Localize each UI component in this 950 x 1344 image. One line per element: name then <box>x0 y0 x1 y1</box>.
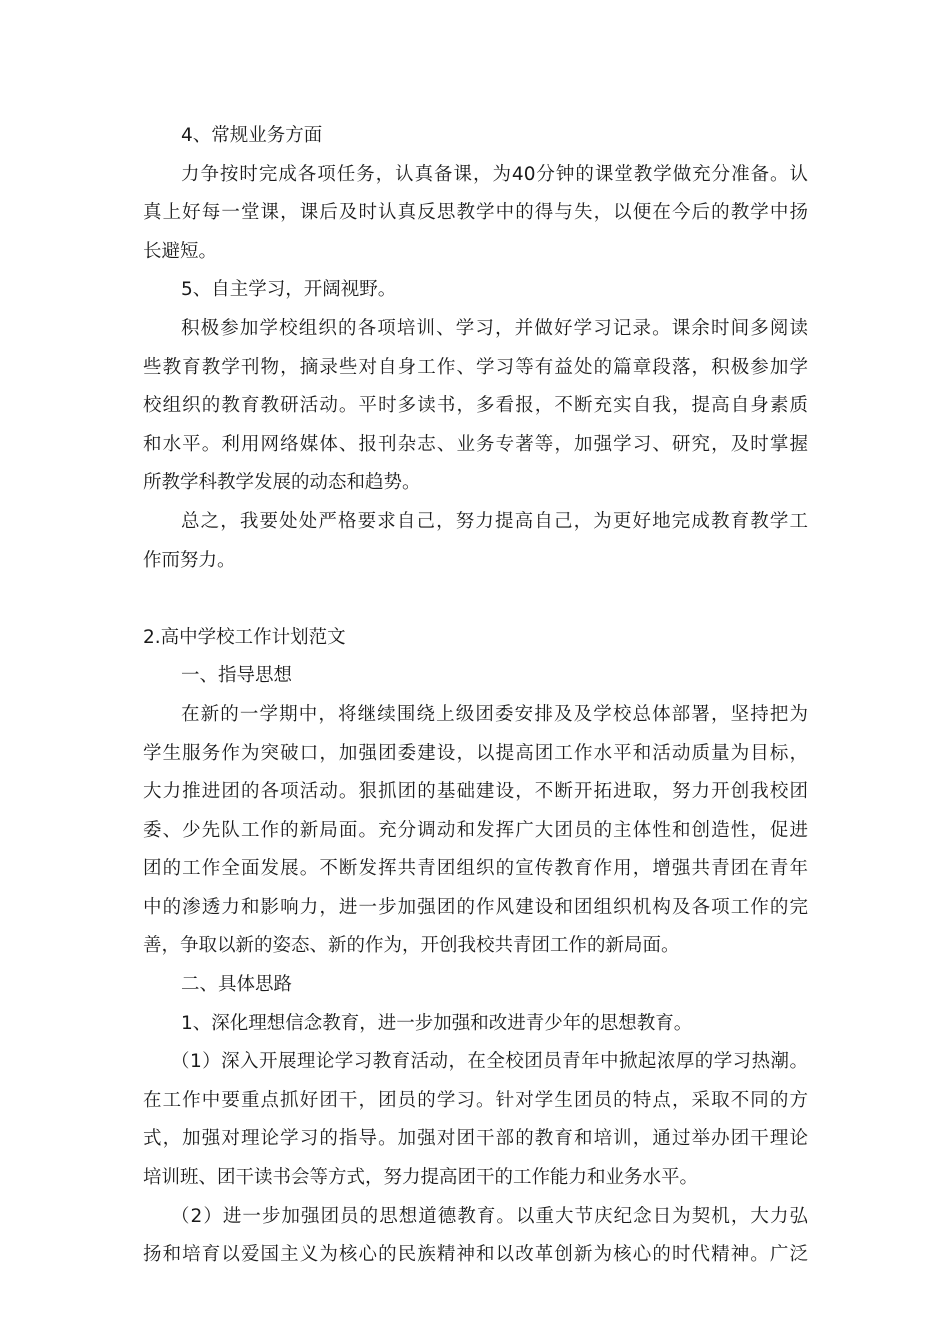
paragraph-line: 学生服务作为突破口，加强团委建设，以提高团工作水平和活动质量为目标， <box>143 742 808 764</box>
paragraph-line: 式，加强对理论学习的指导。加强对团干部的教育和培训，通过举办团干理论 <box>143 1128 808 1150</box>
summary-line: 作而努力。 <box>143 549 236 571</box>
document-body <box>143 117 808 1275</box>
paragraph-line: 大力推进团的各项活动。狠抓团的基础建设，不断开拓进取，努力开创我校团 <box>143 781 808 803</box>
paragraph-line: 真上好每一堂课，课后及时认真反思教学中的得与失，以便在今后的教学中扬 <box>143 202 808 224</box>
paragraph-line: 所教学科教学发展的动态和趋势。 <box>143 472 421 494</box>
summary-line: 总之，我要处处严格要求自己，努力提高自己，为更好地完成教育教学工 <box>181 510 808 532</box>
paragraph-line: 和水平。利用网络媒体、报刊杂志、业务专著等，加强学习、研究，及时掌握 <box>143 433 808 455</box>
paragraph-line: 力争按时完成各项任务，认真备课，为40分钟的课堂教学做充分准备。认 <box>181 163 808 185</box>
paragraph-line: （2）进一步加强团员的思想道德教育。以重大节庆纪念日为契机，大力弘 <box>171 1205 808 1227</box>
paragraph-line: 校组织的教育教研活动。平时多读书，多看报，不断充实自我，提高自身素质 <box>143 395 808 417</box>
paragraph-line: 中的渗透力和影响力，进一步加强团的作风建设和团组织机构及各项工作的完 <box>143 896 808 918</box>
paragraph-line: 扬和培育以爱国主义为核心的民族精神和以改革创新为核心的时代精神。广泛 <box>143 1244 808 1266</box>
paragraph-line: 在工作中要重点抓好团干，团员的学习。针对学生团员的特点，采取不同的方 <box>143 1089 808 1111</box>
part-heading-1: 一、指导思想 <box>181 665 293 687</box>
paragraph-line: （1）深入开展理论学习教育活动，在全校团员青年中掀起浓厚的学习热潮。 <box>171 1051 808 1073</box>
paragraph-line: 团的工作全面发展。不断发挥共青团组织的宣传教育作用，增强共青团在青年 <box>143 858 808 880</box>
article-title: 2.高中学校工作计划范文 <box>143 626 346 648</box>
section-heading-4: 4、常规业务方面 <box>181 125 323 146</box>
paragraph-line: 在新的一学期中，将继续围绕上级团委安排及及学校总体部署，坚持把为 <box>181 703 808 725</box>
blank-line <box>143 580 808 619</box>
paragraph-line: 长避短。 <box>143 240 218 262</box>
paragraph-line: 善，争取以新的姿态、新的作为，开创我校共青团工作的新局面。 <box>143 935 680 957</box>
section-heading-5: 5、自主学习，开阔视野。 <box>181 279 397 301</box>
paragraph-line: 积极参加学校组织的各项培训、学习，并做好学习记录。课余时间多阅读 <box>181 317 808 339</box>
part-heading-2: 二、具体思路 <box>181 974 293 996</box>
paragraph-line: 委、少先队工作的新局面。充分调动和发挥广大团员的主体性和创造性，促进 <box>143 819 808 841</box>
paragraph-line: 培训班、团干读书会等方式，努力提高团干的工作能力和业务水平。 <box>143 1167 699 1189</box>
paragraph-line: 些教育教学刊物，摘录些对自身工作、学习等有益处的篇章段落，积极参加学 <box>143 356 808 378</box>
item-heading-1: 1、深化理想信念教育，进一步加强和改进青少年的思想教育。 <box>181 1012 693 1034</box>
